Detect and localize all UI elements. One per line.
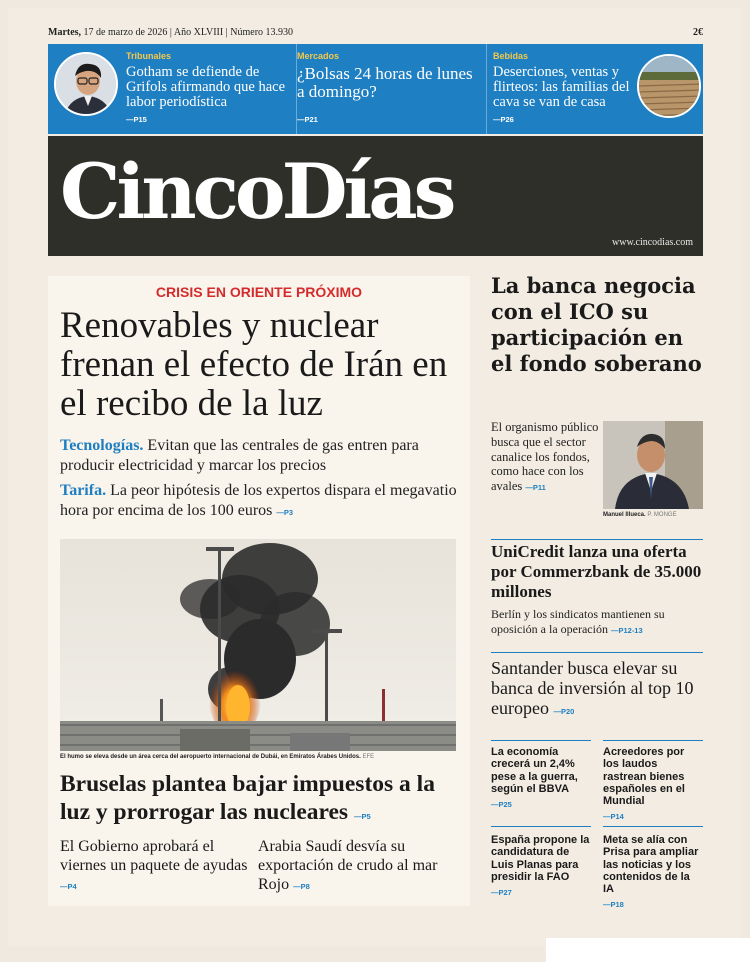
lead-sub-2: [60, 481, 465, 523]
sub-label: Tecnologías.: [60, 437, 144, 454]
ico-headline[interactable]: La banca negocia con el ICO su participación en el fondo soberano: [491, 273, 702, 376]
issue-year: Año XLVIII: [173, 27, 224, 38]
story-sub: Berlín y los sindicatos mantienen su oposición a la operación: [491, 607, 665, 636]
sub-label: Tarifa.: [60, 482, 107, 499]
illueca-portrait: [603, 421, 703, 509]
second-story[interactable]: [60, 770, 465, 831]
brief-laudos[interactable]: [603, 746, 703, 824]
unicredit-story[interactable]: [491, 542, 703, 638]
page-ref: — P3: [276, 508, 293, 517]
lead-kicker: CRISIS EN ORIENTE PRÓXIMO: [155, 284, 363, 300]
page-ref: — P12-13: [611, 626, 643, 635]
story-headline: Santander busca elevar su banca de inversión al top 10 europeo: [491, 658, 694, 718]
page-corner: [546, 938, 750, 962]
page-ref: — P18: [603, 899, 703, 911]
brief-text: La economía crecerá un 2,4% pese a la guerra, según el BBVA: [491, 746, 578, 795]
teaser-title[interactable]: Deserciones, ventas y flirteos: las familias del cava se van de casa: [493, 64, 630, 110]
second-headline: Bruselas plantea bajar impuestos a la luz y prorrogar las nucleares: [60, 771, 435, 825]
issue-day: Martes,: [48, 27, 82, 38]
issue-meta: Martes, 17 de marzo de 2026 | Año XLVIII | Número 13.930 2€: [48, 27, 703, 38]
santander-story[interactable]: [491, 658, 703, 722]
page-ref: — P20: [553, 707, 574, 716]
ico-body: [491, 420, 601, 496]
smoke-photo: [60, 539, 456, 751]
teaser-tribunales[interactable]: [48, 44, 288, 134]
divider: [491, 652, 703, 653]
page-ref: — P25: [491, 799, 591, 811]
issue-date: 17 de marzo de 2026: [83, 27, 168, 38]
brief-text: Acreedores por los laudos rastrean bienes españoles en el Mundial: [603, 746, 685, 808]
divider: [491, 740, 591, 741]
page-ref: — P14: [603, 811, 703, 823]
masthead: [48, 136, 703, 256]
teaser-page: — P21: [297, 115, 318, 124]
portrait-name: Manuel Illueca.: [603, 512, 646, 518]
teaser-section: Tribunales: [126, 51, 172, 61]
website-url[interactable]: www.cincodias.com: [612, 237, 693, 248]
teaser-page: — P26: [493, 115, 514, 124]
divider: [491, 826, 591, 827]
caption-text: El humo se eleva desde un área cerca del aeropuerto internacional de Dubái, en Emiratos Árabes Unidos.: [60, 754, 361, 760]
lead-story-panel: [48, 276, 470, 906]
teaser-bebidas[interactable]: [486, 44, 703, 134]
page-ref: — P27: [491, 887, 591, 899]
divider: [603, 740, 703, 741]
sub-text: La peor hipótesis de los expertos dispara el megavatio hora por encima de los 100 euros: [60, 482, 457, 519]
vineyard-image: [637, 54, 701, 118]
teaser-section: Mercados: [297, 51, 340, 61]
sub-text: Evitan que las centrales de gas entren para producir electricidad y marcar los precios: [60, 437, 419, 474]
brief-meta-prisa[interactable]: [603, 834, 703, 912]
portrait-credit: P. MONGE: [647, 512, 677, 518]
issue-number: Número 13.930: [230, 27, 294, 38]
teaser-strip: [48, 44, 703, 134]
teaser-section: Bebidas: [493, 51, 529, 61]
photo-caption: [60, 754, 460, 760]
newspaper-logo[interactable]: CincoDías: [60, 147, 453, 236]
brief-text: Meta se alía con Prisa para ampliar las noticias y los contenidos de la IA: [603, 834, 699, 896]
page-ref: — P11: [525, 483, 545, 492]
divider: [491, 539, 703, 540]
teaser-title[interactable]: ¿Bolsas 24 horas de lunes a domingo?: [297, 64, 473, 101]
brief-bbva[interactable]: [491, 746, 591, 811]
page-ref: — P8: [293, 882, 310, 891]
body-text: El organismo público busca que el sector canalice los fondos, como hace con los avales: [491, 420, 599, 494]
caption-credit: EFE: [362, 754, 375, 760]
divider: [603, 826, 703, 827]
teaser-page: — P15: [126, 115, 147, 124]
story-headline: UniCredit lanza una oferta por Commerzbank de 35.000 millones: [491, 542, 702, 601]
page-ref: — P4: [60, 882, 77, 891]
brief-fao[interactable]: [491, 834, 591, 899]
saudi-oil-story[interactable]: [258, 837, 458, 896]
gotham-avatar: [54, 52, 118, 116]
lead-headline[interactable]: Renovables y nuclear frenan el efecto de Irán en el recibo de la luz: [60, 305, 448, 424]
story-headline: Arabia Saudí desvía su exportación de crudo al mar Rojo: [258, 838, 438, 893]
issue-price: 2€: [693, 27, 703, 38]
story-headline: El Gobierno aprobará el viernes un paquete de ayudas: [60, 838, 248, 874]
portrait-caption: [603, 512, 703, 518]
teaser-title[interactable]: Gotham se defiende de Grifols afirmando que hace labor periodística: [126, 64, 286, 110]
aid-package-story[interactable]: [60, 837, 250, 896]
brief-text: España propone la candidatura de Luis Planas para presidir la FAO: [491, 834, 590, 883]
lead-sub-1: [60, 436, 465, 476]
page-ref: — P5: [354, 812, 371, 821]
teaser-mercados[interactable]: [296, 44, 476, 134]
